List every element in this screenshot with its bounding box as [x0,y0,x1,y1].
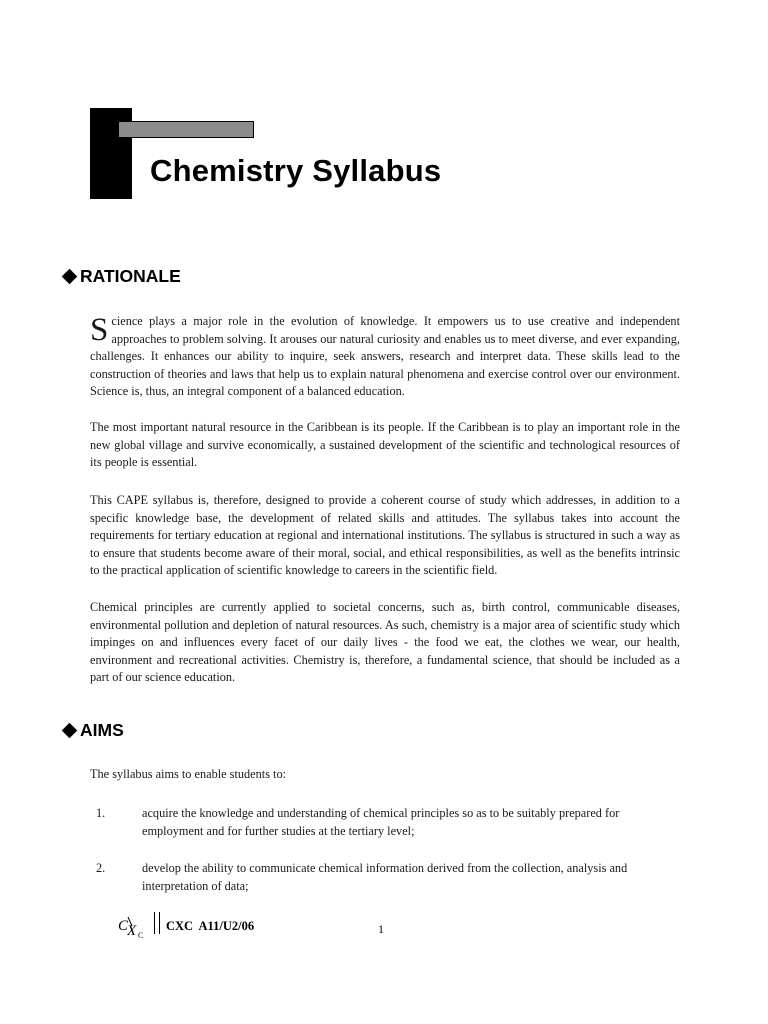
svg-text:C: C [118,918,129,934]
rationale-paragraph-1 [90,313,680,401]
rationale-paragraph-1-text: cience plays a major role in the evolution of knowledge. It empowers us to use creative and independent approaches to problem solving. It arouses our natural curiosity and enables us to meet diverse, and ever expanding, challenges. It enhances our ability to inquire, seek answers, research and interpret data. These skills lead to the construction of theories and laws that help us to explain natural phenomena and exercise control over our environment. Science is, thus, an integral component of a balanced education. [90,314,680,399]
list-item-number: 2. [96,861,106,875]
list-item-text: develop the ability to communicate chemical information derived from the collection, analysis and interpretation of data; [142,861,628,893]
rationale-heading [62,268,181,286]
drop-cap: S [90,312,109,348]
footer-divider [154,912,160,934]
svg-text:C: C [138,931,144,940]
svg-text:X: X [127,923,137,939]
rationale-paragraph-3: This CAPE syllabus is, therefore, designed to provide a coherent course of study which addresses, in addition to a specific knowledge base, the development of related skills and attitudes. The syllabus takes into account the requirements for tertiary education at regional and international institutions. The syllabus is structured in such a way as to ensure that students become aware of their moral, social, and ethical responsibilities, as well as the benefits intrinsic to the practical application of scientific knowledge to careers in the scientific field. [90,493,680,578]
header-grey-bar [118,121,254,138]
rationale-heading-text: RATIONALE [80,266,181,286]
page-number: 1 [378,922,384,936]
document-code: CXC A11/U2/06 [166,919,255,933]
diamond-bullet-icon [62,723,78,739]
aims-heading-text: AIMS [80,720,124,740]
list-item [96,860,682,895]
list-item-number: 1. [96,806,106,820]
aims-heading [62,722,124,740]
list-item-text: acquire the knowledge and understanding of chemical principles so as to be suitably prepared for employment and for further studies at the tertiary level; [142,806,620,838]
rationale-paragraph-4: Chemical principles are currently applied to societal concerns, such as, birth control, communicable diseases, environmental pollution and depletion of natural resources. As such, chemistry is a major area of scientific study which impinges on and influences every facet of our daily lives - the food we eat, the clothes we wear, our health, environment and recreational activities. Chemistry is, therefore, a fundamental science, that should be included as a part of our science education. [90,600,680,685]
rationale-paragraph-2: The most important natural resource in the Caribbean is its people. If the Caribbean is to play an important role in the new global village and survive economically, a sustained development of the scientific and technological resources of its people is essential. [90,420,680,470]
list-item [96,805,682,840]
cxc-logo-icon [118,914,148,940]
diamond-bullet-icon [62,269,78,285]
aims-intro: The syllabus aims to enable students to: [90,767,287,781]
page-title: Chemistry Syllabus [150,153,442,188]
